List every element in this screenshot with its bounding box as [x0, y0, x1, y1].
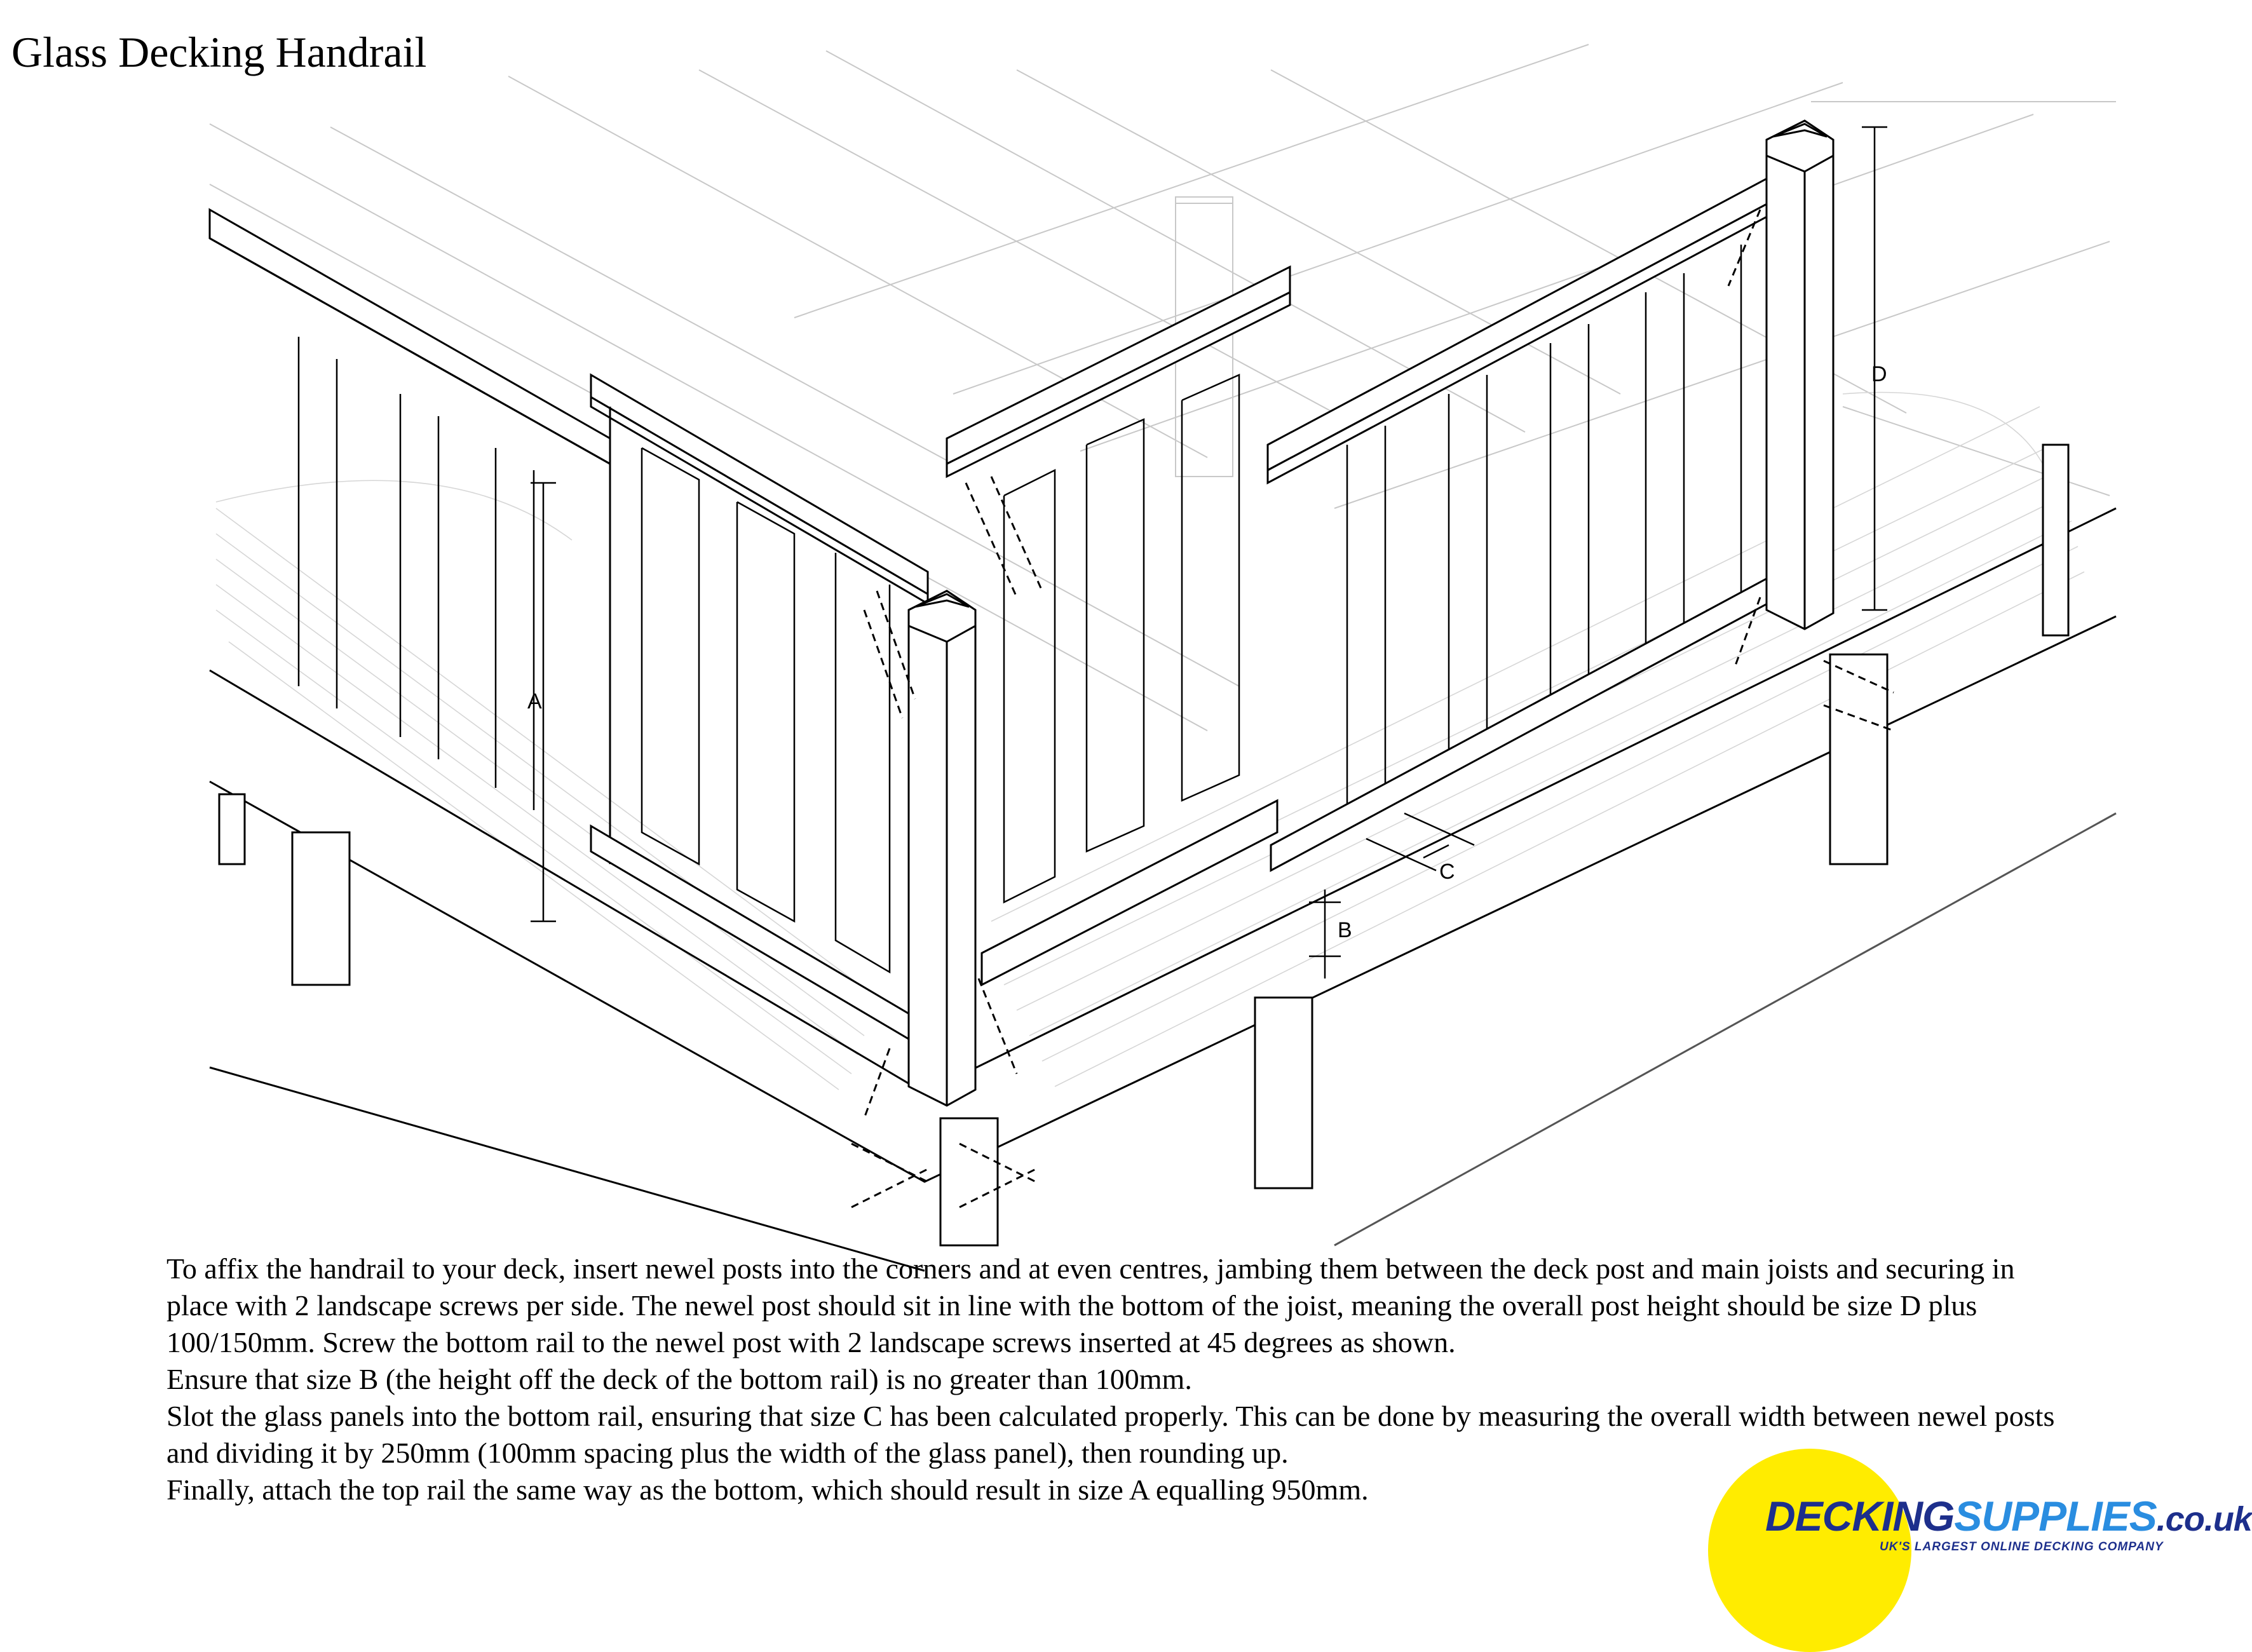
- logo-word-supplies: SUPPLIES: [1954, 1493, 2157, 1540]
- dimension-label-c: C: [1439, 860, 1455, 884]
- instruction-paragraph: Slot the glass panels into the bottom rail, ensuring that size C has been calculated properly. This can be done by measuring the overall width between newel posts and dividing it by 250mm (100mm spacing plus the width of the glass panel), then rounding up.: [166, 1400, 2055, 1469]
- instruction-paragraph: To affix the handrail to your deck, insert newel posts into the corners and at even centres, jambing them between the deck post and main joists and securing in place with 2 landscape screws per side. The newel post should sit in line with the bottom of the joist, meaning the overall post height should be size D plus 100/150mm. Screw the bottom rail to the newel post with 2 landscape screws inserted at 45 degrees as shown.: [166, 1252, 2015, 1358]
- page-title: Glass Decking Handrail: [11, 28, 427, 76]
- logo-word-decking: DECKING: [1765, 1493, 1955, 1540]
- deck-post-far-right: [2043, 445, 2068, 635]
- instruction-paragraph: Ensure that size B (the height off the deck of the bottom rail) is no greater than 100mm.: [166, 1363, 1192, 1395]
- handrail-right-run: [1268, 165, 1792, 870]
- decking-supplies-logo: [1708, 1449, 2252, 1576]
- deck-post-left-1: [219, 794, 245, 864]
- dimension-label-b: B: [1338, 918, 1352, 942]
- handrail-middle-gate: [947, 267, 1290, 985]
- deck-post-left-2: [292, 832, 349, 985]
- logo-tagline: UK'S LARGEST ONLINE DECKING COMPANY: [1880, 1540, 2164, 1554]
- screw-guide-lines: [851, 210, 1894, 1207]
- newel-posts: [909, 121, 1833, 1106]
- dimension-label-a: A: [527, 689, 542, 714]
- newel-post-corner: [909, 591, 975, 1106]
- logo-word-domain: .co.uk: [2156, 1500, 2252, 1538]
- dimension-label-d: D: [1871, 362, 1887, 386]
- deck-post-middle: [1255, 998, 1312, 1188]
- deck-post-corner: [940, 1118, 998, 1245]
- dimension-b: [1309, 890, 1341, 978]
- logo-wordmark: [1765, 1492, 2252, 1540]
- instruction-paragraph: Finally, attach the top rail the same way as the bottom, which should result in size A equalling 950mm.: [166, 1473, 1369, 1506]
- deck-post-right: [1830, 654, 1887, 864]
- newel-post-right: [1767, 121, 1833, 629]
